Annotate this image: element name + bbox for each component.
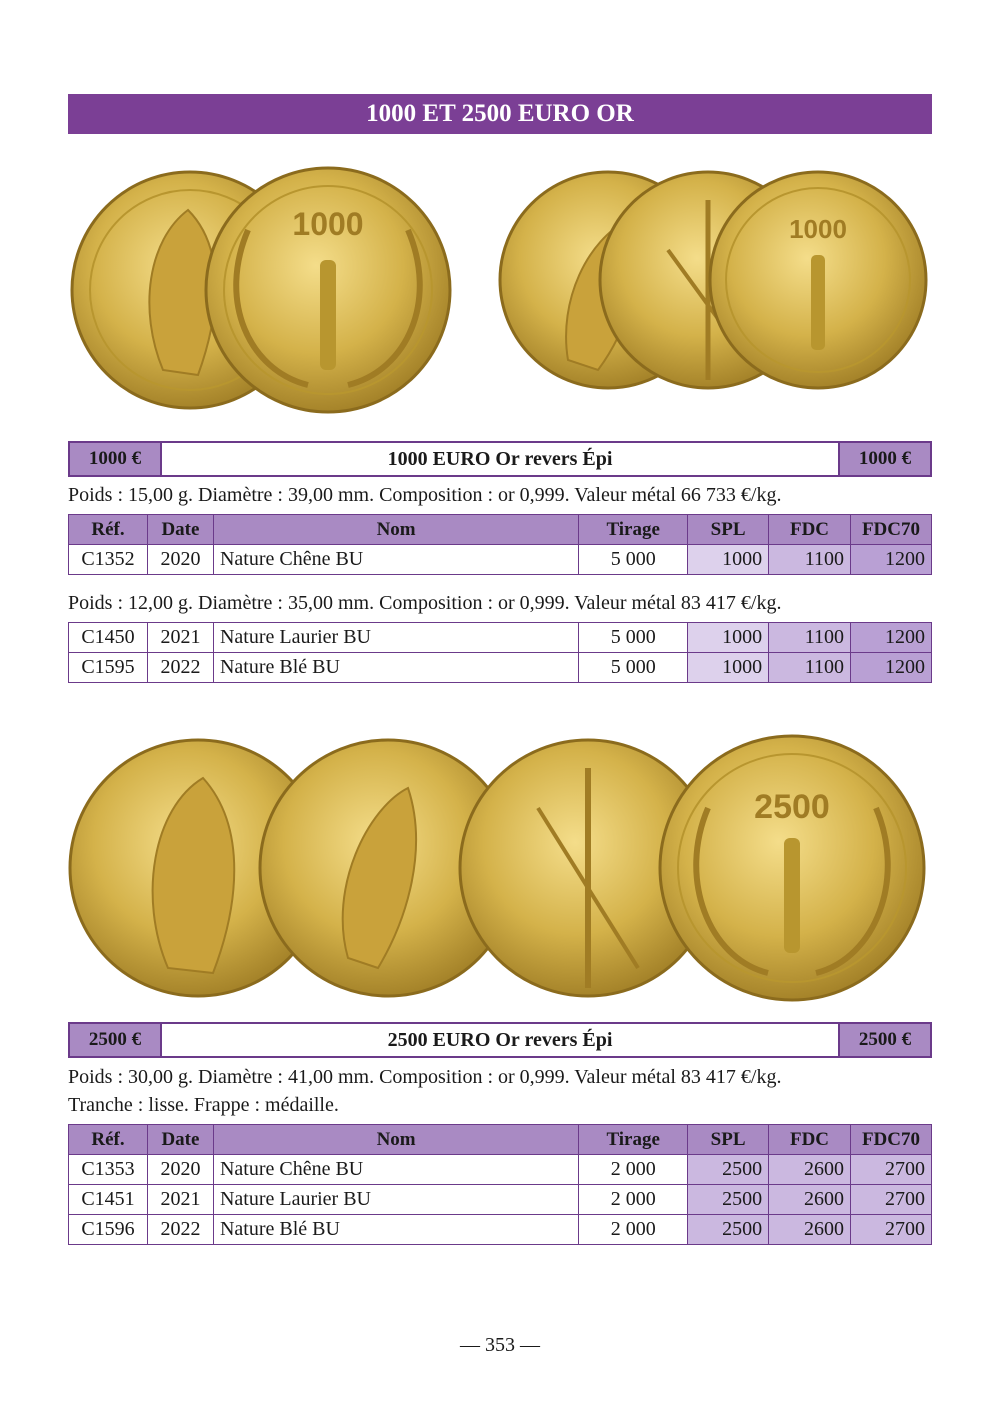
cell-nom: Nature Chêne BU (213, 1155, 578, 1185)
cell-date: 2022 (147, 1215, 213, 1245)
cell-nom: Nature Chêne BU (213, 545, 578, 575)
table-row (69, 653, 932, 683)
cell-nom: Nature Blé BU (213, 1215, 578, 1245)
header-nom: Nom (213, 515, 578, 545)
cell-fdc: 2600 (769, 1155, 851, 1185)
header-date: Date (147, 515, 213, 545)
table-row (69, 1155, 932, 1185)
cell-fdc70: 1200 (851, 653, 932, 683)
header-tirage: Tirage (579, 1125, 688, 1155)
cell-ref: C1353 (69, 1155, 148, 1185)
coin-value-2500: 2500 (754, 788, 830, 826)
header-spl: SPL (688, 1125, 769, 1155)
page-title: 1000 ET 2500 EURO OR (68, 94, 932, 134)
price-bar-1000 (68, 441, 932, 477)
cell-spl: 2500 (688, 1155, 769, 1185)
header-spl: SPL (688, 515, 769, 545)
cell-date: 2021 (147, 1185, 213, 1215)
cell-nom: Nature Laurier BU (213, 1185, 578, 1215)
spec-line: Poids : 12,00 g. Diamètre : 35,00 mm. Composition : or 0,999. Valeur métal 83 417 €/kg. (68, 592, 782, 614)
cell-fdc: 1100 (769, 623, 851, 653)
header-fdc70: FDC70 (850, 515, 931, 545)
price-right: 1000 € (838, 441, 932, 477)
catalog-table-1000b (68, 622, 932, 683)
cell-ref: C1595 (69, 653, 148, 683)
header-tirage: Tirage (579, 515, 688, 545)
header-fdc70: FDC70 (850, 1125, 931, 1155)
header-date: Date (147, 1125, 213, 1155)
page-number: — 353 — (460, 1334, 540, 1356)
cell-spl: 1000 (688, 653, 769, 683)
table-row (69, 1215, 932, 1245)
header-ref: Réf. (69, 515, 148, 545)
price-right: 2500 € (838, 1022, 932, 1058)
table-row (69, 1185, 932, 1215)
cell-spl: 1000 (688, 545, 769, 575)
coin-images-2500 (68, 728, 932, 1008)
cell-fdc: 1100 (769, 545, 851, 575)
cell-spl: 2500 (688, 1185, 769, 1215)
coin-images-1000 (68, 160, 932, 422)
cell-spl: 1000 (688, 623, 769, 653)
cell-date: 2022 (147, 653, 213, 683)
cell-tirage: 5 000 (579, 545, 688, 575)
header-fdc: FDC (769, 1125, 851, 1155)
cell-tirage: 2 000 (579, 1215, 688, 1245)
price-bar-2500 (68, 1022, 932, 1058)
cell-date: 2021 (147, 623, 213, 653)
cell-tirage: 2 000 (579, 1185, 688, 1215)
cell-ref: C1450 (69, 623, 148, 653)
spec-line: Poids : 15,00 g. Diamètre : 39,00 mm. Composition : or 0,999. Valeur métal 66 733 €/kg. (68, 484, 782, 506)
spec-line: Poids : 30,00 g. Diamètre : 41,00 mm. Composition : or 0,999. Valeur métal 83 417 €/kg. (68, 1066, 782, 1088)
cell-ref: C1451 (69, 1185, 148, 1215)
cell-tirage: 2 000 (579, 1155, 688, 1185)
cell-date: 2020 (147, 1155, 213, 1185)
cell-fdc: 2600 (769, 1185, 851, 1215)
price-left: 1000 € (68, 441, 162, 477)
price-title: 1000 EURO Or revers Épi (162, 441, 838, 477)
cell-tirage: 5 000 (579, 653, 688, 683)
cell-tirage: 5 000 (579, 623, 688, 653)
cell-spl: 2500 (688, 1215, 769, 1245)
table-header-row (69, 1125, 932, 1155)
cell-nom: Nature Laurier BU (213, 623, 578, 653)
catalog-table-2500 (68, 1124, 932, 1245)
cell-fdc70: 1200 (850, 545, 931, 575)
cell-fdc70: 2700 (850, 1185, 931, 1215)
coin-1000-reverse-small (710, 172, 926, 388)
table-header-row (69, 515, 932, 545)
header-fdc: FDC (769, 515, 851, 545)
table-row (69, 623, 932, 653)
cell-ref: C1352 (69, 545, 148, 575)
cell-fdc70: 2700 (850, 1155, 931, 1185)
coin-value-1000: 1000 (292, 206, 364, 242)
header-nom: Nom (213, 1125, 578, 1155)
catalog-table-1000a (68, 514, 932, 575)
table-row (69, 545, 932, 575)
coin-value-1000-small: 1000 (789, 214, 847, 244)
cell-fdc: 1100 (769, 653, 851, 683)
cell-fdc: 2600 (769, 1215, 851, 1245)
coin-2500-reverse (660, 736, 924, 1000)
coin-1000-reverse (206, 168, 450, 412)
spec-line: Tranche : lisse. Frappe : médaille. (68, 1094, 339, 1116)
header-ref: Réf. (69, 1125, 148, 1155)
price-left: 2500 € (68, 1022, 162, 1058)
cell-fdc70: 2700 (850, 1215, 931, 1245)
cell-ref: C1596 (69, 1215, 148, 1245)
cell-date: 2020 (147, 545, 213, 575)
cell-nom: Nature Blé BU (213, 653, 578, 683)
cell-fdc70: 1200 (851, 623, 932, 653)
price-title: 2500 EURO Or revers Épi (162, 1022, 838, 1058)
